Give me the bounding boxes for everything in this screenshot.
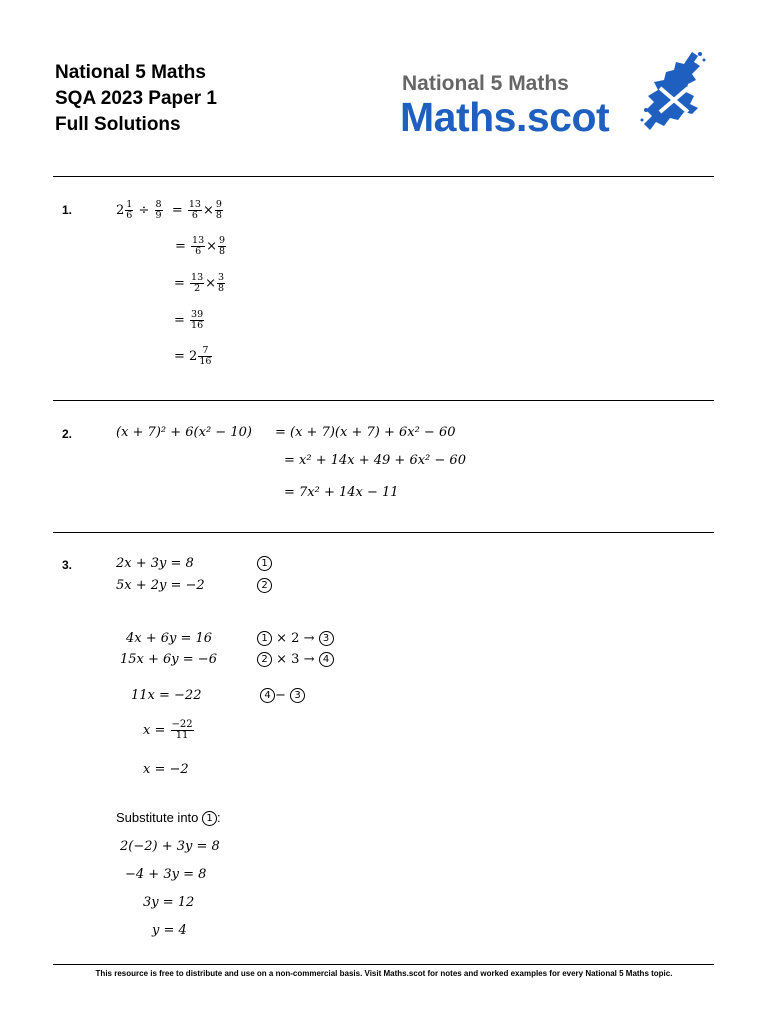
- q1-line-1: 2 $\frac{1}{6}$ ÷ $\frac{8}{9}$ = $\frac{13}{6}$ × $\frac{9}{8}$: [116, 199, 222, 221]
- logo-brand: Maths.scot: [400, 94, 610, 140]
- q2-line-3: = 7x² + 14x − 11: [284, 485, 399, 500]
- q1-line-5: = 2 $\frac{7}{16}$: [174, 345, 212, 367]
- q2-line-1: = (x + 7)(x + 7) + 6x² − 60: [275, 425, 456, 440]
- q3-eq-2: 5x + 2y = −2: [116, 578, 205, 593]
- q3-op-4: 2 × 3 → 4: [257, 652, 334, 667]
- logo: [400, 70, 710, 145]
- q3-sub-line-4: y = 4: [152, 923, 187, 938]
- doc-title-line1: National 5 Maths: [55, 62, 206, 83]
- q3-eq-5: 11x = −22: [131, 688, 202, 703]
- q3-x-result: x = −2: [143, 762, 189, 777]
- q3-op-3: 1 × 2 → 3: [257, 631, 334, 646]
- divider: [53, 532, 714, 533]
- q1-line-2: = $\frac{13}{6}$ × $\frac{9}{8}$: [175, 235, 226, 257]
- question-number: 3.: [62, 558, 73, 572]
- scotland-map-icon: [640, 50, 708, 142]
- q2-line-2: = x² + 14x + 49 + 6x² − 60: [284, 453, 466, 468]
- q3-substitute-label: Substitute into 1 :: [116, 810, 221, 825]
- footer-divider: [53, 964, 714, 965]
- divider: [53, 176, 714, 177]
- q3-tag-1: 1: [257, 556, 272, 571]
- q3-eq-3: 4x + 6y = 16: [126, 631, 213, 646]
- doc-title-line2: SQA 2023 Paper 1: [55, 88, 217, 109]
- q1-line-4: = $\frac{39}{16}$: [174, 309, 204, 331]
- q3-x-fraction: x = $\frac{-22}{11}$: [143, 719, 193, 741]
- q2-lhs: (x + 7)² + 6(x² − 10): [116, 425, 252, 440]
- logo-tagline: National 5 Maths: [402, 72, 569, 95]
- q3-op-5: 4 − 3: [260, 688, 305, 703]
- question-number: 1.: [62, 203, 73, 217]
- question-number: 2.: [62, 427, 73, 441]
- divider: [53, 400, 714, 401]
- q3-sub-line-3: 3y = 12: [143, 895, 195, 910]
- doc-title-line3: Full Solutions: [55, 114, 181, 135]
- q3-sub-line-2: −4 + 3y = 8: [125, 867, 207, 882]
- q3-eq-1: 2x + 3y = 8: [116, 556, 194, 571]
- q3-sub-line-1: 2(−2) + 3y = 8: [120, 839, 220, 854]
- footer-note: This resource is free to distribute and use on a non-commercial basis. Visit Maths.scot for notes and worked examples for every National 5 Maths topic.: [95, 969, 673, 978]
- q3-tag-2: 2: [257, 578, 272, 593]
- q1-line-3: = $\frac{13}{2}$ × $\frac{3}{8}$: [174, 272, 225, 294]
- q3-eq-4: 15x + 6y = −6: [120, 652, 217, 667]
